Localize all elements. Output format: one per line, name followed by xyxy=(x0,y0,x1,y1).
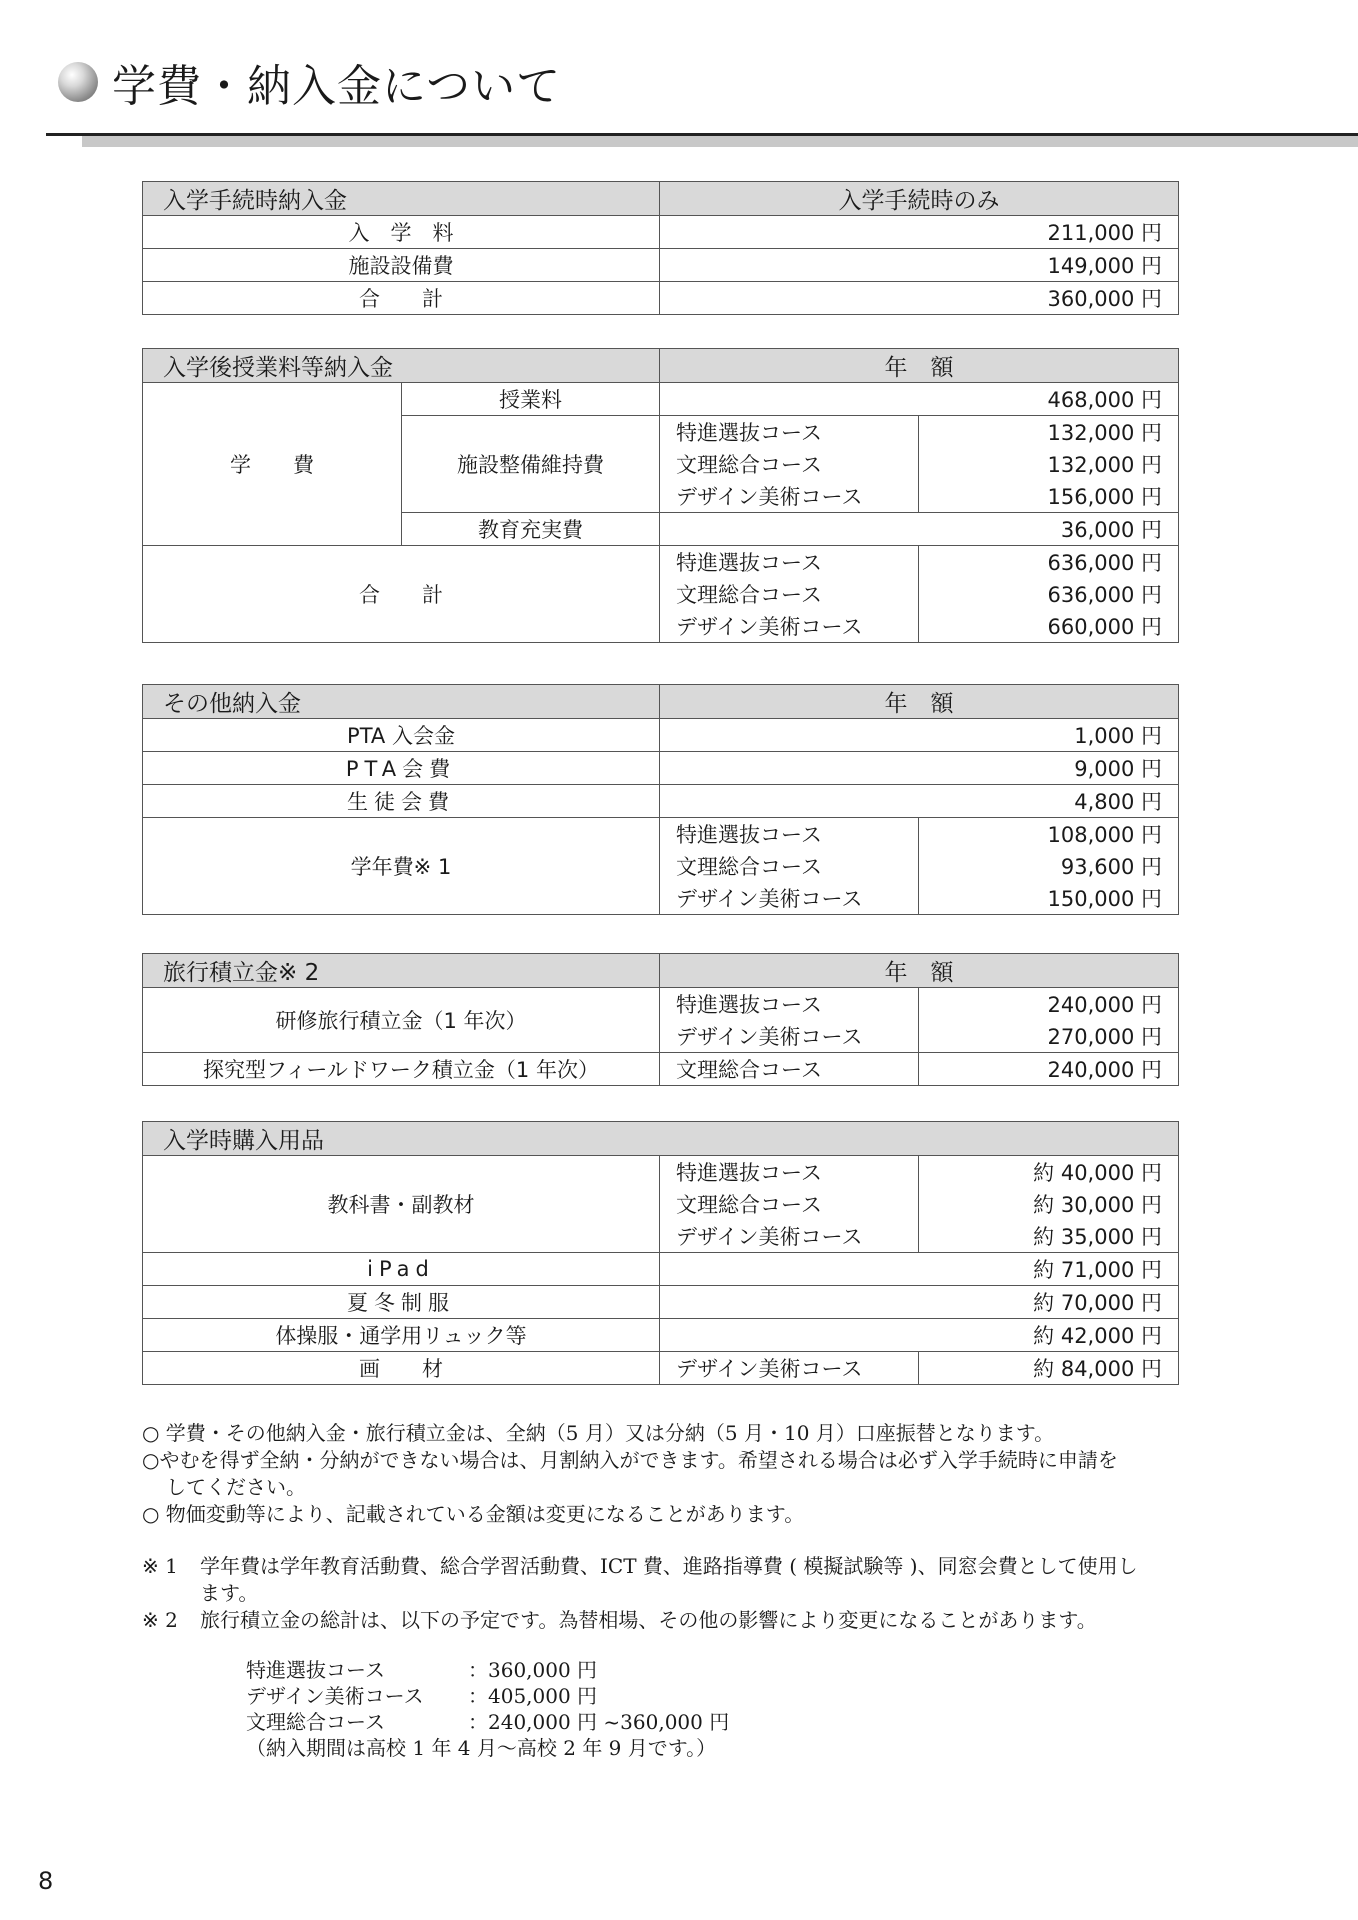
row-amount: 468,000 円 xyxy=(660,383,1179,416)
row-amount: 約 71,000 円 xyxy=(660,1253,1179,1286)
summary-row xyxy=(246,1709,729,1735)
row-amount: 約 84,000 円 xyxy=(919,1352,1179,1385)
table-header-label: 入学後授業料等納入金 xyxy=(143,349,660,383)
table-header-label: 年 額 xyxy=(660,685,1179,719)
course-name: デザイン美術コース xyxy=(660,610,919,643)
row-amount: 211,000 円 xyxy=(660,216,1179,249)
row-amount: 270,000 円 xyxy=(919,1020,1179,1053)
course-name: 文理総合コース xyxy=(660,448,919,480)
row-amount: 240,000 円 xyxy=(919,1053,1179,1086)
course-name: デザイン美術コース xyxy=(660,1020,919,1053)
table-row xyxy=(143,1053,1179,1086)
table-row xyxy=(143,1253,1179,1286)
table-row xyxy=(143,249,1179,282)
payment-notes xyxy=(142,1420,1202,1528)
footnote-text: ます。 xyxy=(200,1581,259,1605)
table-header-label: 旅行積立金※ 2 xyxy=(143,954,660,988)
page-number: 8 xyxy=(38,1867,54,1895)
row-amount: 36,000 円 xyxy=(660,513,1179,546)
course-name: 文理総合コース xyxy=(660,850,919,882)
row-amount: 132,000 円 xyxy=(919,448,1179,480)
summary-row xyxy=(246,1657,729,1683)
footnote-text: 旅行積立金の総計は、以下の予定です。為替相場、その他の影響により変更になることがあります。 xyxy=(200,1608,1097,1632)
summary-value: ：240,000 円 ~360,000 円 xyxy=(468,1710,730,1734)
table-row xyxy=(143,1156,1179,1189)
table-row xyxy=(143,719,1179,752)
table-row xyxy=(143,785,1179,818)
course-name: 文理総合コース xyxy=(660,578,919,610)
summary-value: ：405,000 円 xyxy=(468,1684,598,1708)
row-amount: 約 35,000 円 xyxy=(919,1220,1179,1253)
row-label: 体操服・通学用リュック等 xyxy=(143,1319,660,1352)
summary-note: （納入期間は高校 1 年 4 月～高校 2 年 9 月です。） xyxy=(246,1736,717,1760)
row-amount: 240,000 円 xyxy=(919,988,1179,1021)
row-label: 生徒会費 xyxy=(143,785,660,818)
page-title: 学費・納入金について xyxy=(112,61,562,112)
course-name: 特進選抜コース xyxy=(660,546,919,579)
row-amount: 9,000 円 xyxy=(660,752,1179,785)
note-text: ○やむを得ず全納・分納ができない場合は、月割納入ができます。希望される場合は必ず入学手続時に申請を xyxy=(142,1448,1118,1472)
enrollment-fee-table xyxy=(142,181,1179,315)
course-name: 文理総合コース xyxy=(660,1188,919,1220)
course-name: 特進選抜コース xyxy=(660,818,919,851)
footnotes xyxy=(142,1553,1202,1634)
course-name: デザイン美術コース xyxy=(660,480,919,513)
course-name: 特進選抜コース xyxy=(660,1156,919,1189)
row-amount: 約 30,000 円 xyxy=(919,1188,1179,1220)
row-label: PTA 入会金 xyxy=(143,719,660,752)
note-text: してください。 xyxy=(166,1475,306,1499)
row-label: 合 計 xyxy=(143,282,660,315)
course-name: 特進選抜コース xyxy=(660,988,919,1021)
row-amount: 150,000 円 xyxy=(919,882,1179,915)
row-amount: 636,000 円 xyxy=(919,546,1179,579)
table-row xyxy=(143,1286,1179,1319)
other-fee-table xyxy=(142,684,1179,915)
footnote xyxy=(142,1553,1202,1580)
table-header-label: 年 額 xyxy=(660,954,1179,988)
course-name: 特進選抜コース xyxy=(246,1658,385,1682)
summary-row xyxy=(246,1683,729,1709)
row-amount: 108,000 円 xyxy=(919,818,1179,851)
course-name: デザイン美術コース xyxy=(660,1220,919,1253)
course-name: デザイン美術コース xyxy=(246,1684,424,1708)
row-label: PTA会費 xyxy=(143,752,660,785)
table-row xyxy=(143,216,1179,249)
note-text: ○ 物価変動等により、記載されている金額は変更になることがあります。 xyxy=(142,1502,805,1526)
row-amount: 約 42,000 円 xyxy=(660,1319,1179,1352)
table-header-label: 入学時購入用品 xyxy=(143,1122,1179,1156)
table-row-total xyxy=(143,546,1179,579)
row-amount: 156,000 円 xyxy=(919,480,1179,513)
table-header-label: 年 額 xyxy=(660,349,1179,383)
row-amount: 4,800 円 xyxy=(660,785,1179,818)
row-label: 施設設備費 xyxy=(143,249,660,282)
row-label: 入 学 料 xyxy=(143,216,660,249)
row-label: 教育充実費 xyxy=(402,513,660,546)
row-amount: 93,600 円 xyxy=(919,850,1179,882)
table-row xyxy=(143,1319,1179,1352)
row-amount: 1,000 円 xyxy=(660,719,1179,752)
header-rule-shadow xyxy=(82,136,1358,147)
table-row xyxy=(143,1352,1179,1385)
course-name: 文理総合コース xyxy=(246,1710,385,1734)
row-label: 夏冬制服 xyxy=(143,1286,660,1319)
row-amount: 約 70,000 円 xyxy=(660,1286,1179,1319)
row-label: iPad xyxy=(143,1253,660,1286)
row-label: 研修旅行積立金（1 年次） xyxy=(143,988,660,1053)
purchase-items-table xyxy=(142,1121,1179,1385)
sphere-bullet-icon xyxy=(58,62,98,102)
course-name: デザイン美術コース xyxy=(660,882,919,915)
note-text: ○ 学費・その他納入金・旅行積立金は、全納（5 月）又は分納（5 月・10 月）口座振替となります。 xyxy=(142,1421,1055,1445)
row-amount: 149,000 円 xyxy=(660,249,1179,282)
row-label: 合 計 xyxy=(143,546,660,643)
footnote-mark: ※ 2 xyxy=(142,1608,178,1632)
course-name: デザイン美術コース xyxy=(660,1352,919,1385)
table-row xyxy=(143,818,1179,851)
course-name: 特進選抜コース xyxy=(660,416,919,449)
footnote-mark: ※ 1 xyxy=(142,1554,178,1578)
table-header-label: その他納入金 xyxy=(143,685,660,719)
row-label: 探究型フィールドワーク積立金（1 年次） xyxy=(143,1053,660,1086)
row-label: 学年費※ 1 xyxy=(143,818,660,915)
row-amount: 132,000 円 xyxy=(919,416,1179,449)
group-label: 学 費 xyxy=(143,383,402,546)
summary-value: ：360,000 円 xyxy=(468,1658,598,1682)
row-amount: 660,000 円 xyxy=(919,610,1179,643)
table-row xyxy=(143,383,1179,416)
footnote-continuation xyxy=(142,1580,1202,1607)
row-label: 授業料 xyxy=(402,383,660,416)
table-header-label: 入学手続時のみ xyxy=(660,182,1179,216)
table-header-label: 入学手続時納入金 xyxy=(143,182,660,216)
row-label: 画 材 xyxy=(143,1352,660,1385)
table-row-total xyxy=(143,282,1179,315)
table-row xyxy=(143,752,1179,785)
row-amount: 636,000 円 xyxy=(919,578,1179,610)
course-name: 文理総合コース xyxy=(660,1053,919,1086)
footnote xyxy=(142,1607,1202,1634)
row-label: 教科書・副教材 xyxy=(143,1156,660,1253)
row-amount: 約 40,000 円 xyxy=(919,1156,1179,1189)
row-amount: 360,000 円 xyxy=(660,282,1179,315)
travel-total-summary xyxy=(246,1657,729,1761)
row-label: 施設整備維持費 xyxy=(402,416,660,513)
travel-savings-table xyxy=(142,953,1179,1086)
table-row xyxy=(143,988,1179,1021)
page-header xyxy=(58,52,561,112)
footnote-text: 学年費は学年教育活動費、総合学習活動費、ICT 費、進路指導費 ( 模擬試験等 )、同窓会費として使用し xyxy=(200,1554,1138,1578)
tuition-fee-table xyxy=(142,348,1179,643)
